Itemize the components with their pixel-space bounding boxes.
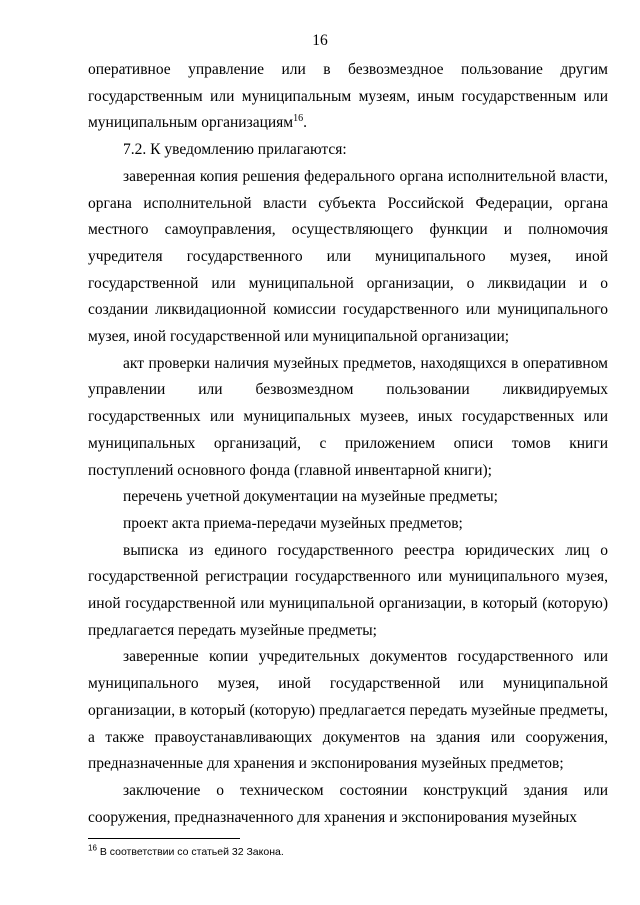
- page-number: 16: [312, 32, 328, 49]
- list-item-accounting-documentation: перечень учетной документации на музейные предметы;: [123, 488, 498, 506]
- footnote-text: В соответствии со статьей 32 Закона.: [96, 846, 284, 858]
- list-item-certified-copy-decision: заверенная копия решения федерального органа исполнительной власти, органа исполнительной власти субъекта Российской Федерации, органа местного самоуправления, осуществляющего функции и полномочия учредителя государственного или муниципального музея, иной государственной или муниципальной организации, о ликвидации и о создании ликвидационной комиссии государственного или муниципального музея, иной государственной или муниципальной организации;: [88, 167, 608, 346]
- list-item-founding-documents: заверенные копии учредительных документов государственного или муниципального музея, иной государственной или муниципальной организации, в который (которую) предлагается передать музейные предметы, а также правоустанавливающих документов на здания или сооружения, предназначенные для хранения и экспонирования музейных предметов;: [88, 648, 608, 773]
- footnote-separator: [88, 838, 240, 839]
- list-item-technical-conclusion: заключение о техническом состоянии конструкций здания или сооружения, предназначенного для хранения и экспонирования музейных: [88, 781, 608, 826]
- footnote: [88, 845, 608, 859]
- list-item-registry-extract: выписка из единого государственного реестра юридических лиц о государственной регистрации государственного или муниципального музея, иной государственной или муниципальной организации, в который (которую) предлагается передать музейные предметы;: [88, 541, 608, 639]
- footnote-marker: 16: [88, 843, 97, 853]
- list-item-inspection-act: акт проверки наличия музейных предметов, находящихся в оперативном управлении или безвозмездном пользовании ликвидируемых государственных или муниципальных музеев, иных государственных или муниципальных организаций, с приложением описи томов книги поступлений основного фонда (главной инвентарной книги);: [88, 354, 608, 479]
- footnote-reference: 16: [293, 113, 304, 125]
- paragraph-end-punctuation: .: [303, 114, 307, 132]
- list-item-transfer-act-draft: проект акта приема-передачи музейных предметов;: [123, 514, 463, 532]
- paragraph-text: оперативное управление или в безвозмездное пользование другим государственным или муниципальным музеям, иным государственным или муниципальным организациям: [88, 61, 608, 132]
- paragraph-continuation: [88, 57, 608, 137]
- document-body: [88, 57, 608, 831]
- section-heading-7-2: 7.2. К уведомлению прилагаются:: [123, 141, 347, 159]
